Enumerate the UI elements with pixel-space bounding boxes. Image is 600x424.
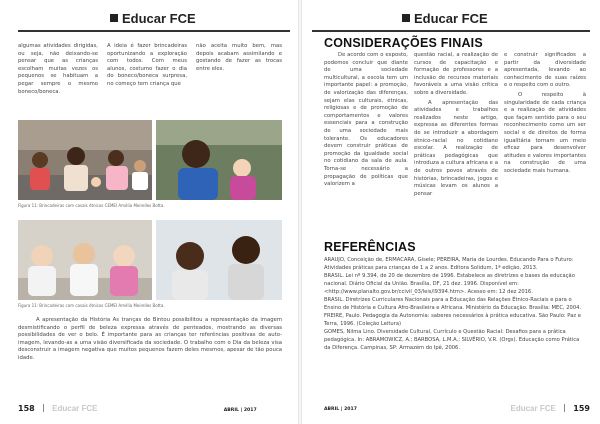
photo-children-group-3 [18, 220, 152, 300]
photo-3-illustration [18, 220, 152, 300]
left-header-title: Educar FCE [122, 11, 196, 26]
right-col-2a-text: questão racial, a realização de cursos de capacitação e formação de professores e a inclusão de recursos materiais favoráveis a uma visão crítica sobre a diversidade. [414, 52, 498, 96]
right-page [302, 0, 600, 424]
right-col-3 [504, 52, 586, 178]
reference-item: BRASIL. Diretrizes Curriculares Nacionais para a Educação das Relações Étnico-Raciais e para o Ensino de História e Cultura Afro-Brasileira e Africana. Ministério da Educação. Brasília: MEC, 2004. [324, 297, 582, 311]
right-page-number: 159 [573, 404, 590, 413]
right-footer [324, 404, 590, 412]
left-col-2-text: A ideia é fazer brincadeiras oportunizando a exploração com todos. Com meus alunos, costumo fazer o dia do boneco/boneca surpresa, no começo tem criança que [107, 43, 187, 87]
reference-item: ARAUJO, Conceição de, ERMACARA, Gisele; PEREIRA, Maria de Lourdes. Educando Para o Futuro: Atividades práticas para crianças de 1 a 2 anos. Editora Solidum, 1ª edição, 2013. [324, 257, 574, 271]
left-header-rule [18, 30, 290, 32]
photo-children-dolls-1 [18, 120, 152, 200]
photo-child-doll-2 [156, 120, 282, 200]
right-col-3b-text: O respeito à singularidade de cada criança e a realização de atividades que façam sentido para o seu reconhecimento como um ser social e de direitos de forma igualitária tornam um meio eficaz para desenvolver atitudes e valores importantes na construção de uma sociedade mais humana. [504, 91, 586, 174]
left-col-3 [196, 43, 282, 75]
left-col-2 [107, 43, 187, 91]
references-list [324, 256, 586, 352]
reference-item: GOMES, Nilma Lino. Diversidade Cultural, Currículo e Questão Racial: Desafios para a prática pedagógica. In: ABRAMOWICZ, A.; BARBOSA, L.M.A.; SILVÉRIO, V.R. (Orgs). Educação como Prática da Diferença. Campinas, SP: Armazém do Ipê, 2006. [324, 329, 580, 351]
footer-divider [564, 404, 565, 412]
left-page-number: 158 [18, 404, 35, 413]
right-header-title: Educar FCE [414, 11, 488, 26]
left-footer-date: ABRIL | 2017 [223, 408, 257, 413]
square-bullet-icon [402, 14, 410, 22]
right-col-1 [324, 52, 408, 191]
right-col-2 [414, 52, 498, 200]
right-footer-brand: Educar FCE [510, 404, 556, 413]
right-header-rule [312, 30, 590, 32]
photo-4-illustration [156, 220, 282, 300]
left-page [0, 0, 298, 424]
right-col-2b-text: A apresentação das atividades e trabalhos realizados neste artigo, expressa as diferentes formas de se introduzir a abordagem étnico-racial no cotidiano escolar. A realização de práticas pedagógicas que introduza a cultura africana e a de outros povos através de histórias, brincadeiras, jogos e músicas levam os alunos a pensar [414, 99, 498, 197]
heading-referencias: REFERÊNCIAS [324, 240, 416, 254]
caption-1: Figura 11: Brincadeiras com casais étnicos CEMEI Amélia Meirelles Botta. [18, 203, 165, 208]
left-col-1-text: algumas atividades dirigidas, ou seja, não deixando-se pensar que as crianças escolham muitas vezes os pequenos se habituam a pegar sempre o mesmo boneco/boneca. [18, 43, 98, 95]
reference-item: BRASIL. Lei nº 9.394, de 20 de dezembro de 1996. Estabelece as diretrizes e bases da educação nacional. Diário Oficial da União. Brasília, DF, 21 dez. 1996. Disponível em: <http://www.planalto.gov.br/ccivil_03/leis/l9394.htm>. Acesso em: 12 dez 2016. [324, 273, 575, 295]
left-footer [18, 404, 257, 413]
photo-1-illustration [18, 120, 152, 200]
left-footer-brand: Educar FCE [52, 404, 98, 413]
left-col-3-text: não aceita muito bem, mas depois acabam assimilando e gostando de fazer as trocas entre eles. [196, 43, 282, 72]
reference-item: FREIRE, Paulo. Pedagogia da Autonomia: saberes necessários à prática educativa. São Paulo: Paz e Terra, 1996. (Coleção Leitura) [324, 313, 581, 327]
left-header [110, 11, 196, 26]
left-body [18, 317, 282, 365]
footer-divider [43, 404, 44, 412]
right-footer-brand-group [510, 404, 590, 413]
square-bullet-icon [110, 14, 118, 22]
right-footer-date: ABRIL | 2017 [324, 407, 357, 412]
heading-consideracoes-finais: CONSIDERAÇÕES FINAIS [324, 36, 483, 50]
photo-2-illustration [156, 120, 282, 200]
right-col-3a-text: e construir significados a partir da diversidade apresentada, levando ao conhecimento de suas raízes e o respeito com o outro. [504, 52, 586, 89]
photo-children-smiling-4 [156, 220, 282, 300]
left-col-1 [18, 43, 98, 98]
caption-2: Figura 11: Brincadeiras com casais étnicos CEMEI Amélia Meirelles Botta. [18, 303, 165, 308]
right-col-1-text: De acordo com o exposto, podemos concluir que diante de uma sociedade multicultural, a escola tem um importante papel: a promoção, de valorização das diferenças, sejam elas culturais, étnicas, religiosas e de promoção de comportamentos e valores essenciais para a construção de uma sociedade mais tolerante. Os educadores devem construir práticas de promoção da igualdade social no cotidiano da sala de aula. Torna-se necessário a propagação de políticas que valorizem a [324, 52, 408, 188]
left-body-text: A apresentação da História As tranças de Bintou possibilitou a representação da imagem desmistificando o perfil de beleza expressa através de penteados, mostrando as diversas possibilidades de ver o belo. É importante para as crianças ter referências positivas de auto-imagem, levando-as a uma visão diversificada da sociedade. O trabalho com o Dia da beleza visa desconstruir a imagem negativa que muitos pequenos fazem deles mesmos, apesar de tão pouca idade. [18, 317, 282, 361]
right-header [402, 11, 488, 26]
